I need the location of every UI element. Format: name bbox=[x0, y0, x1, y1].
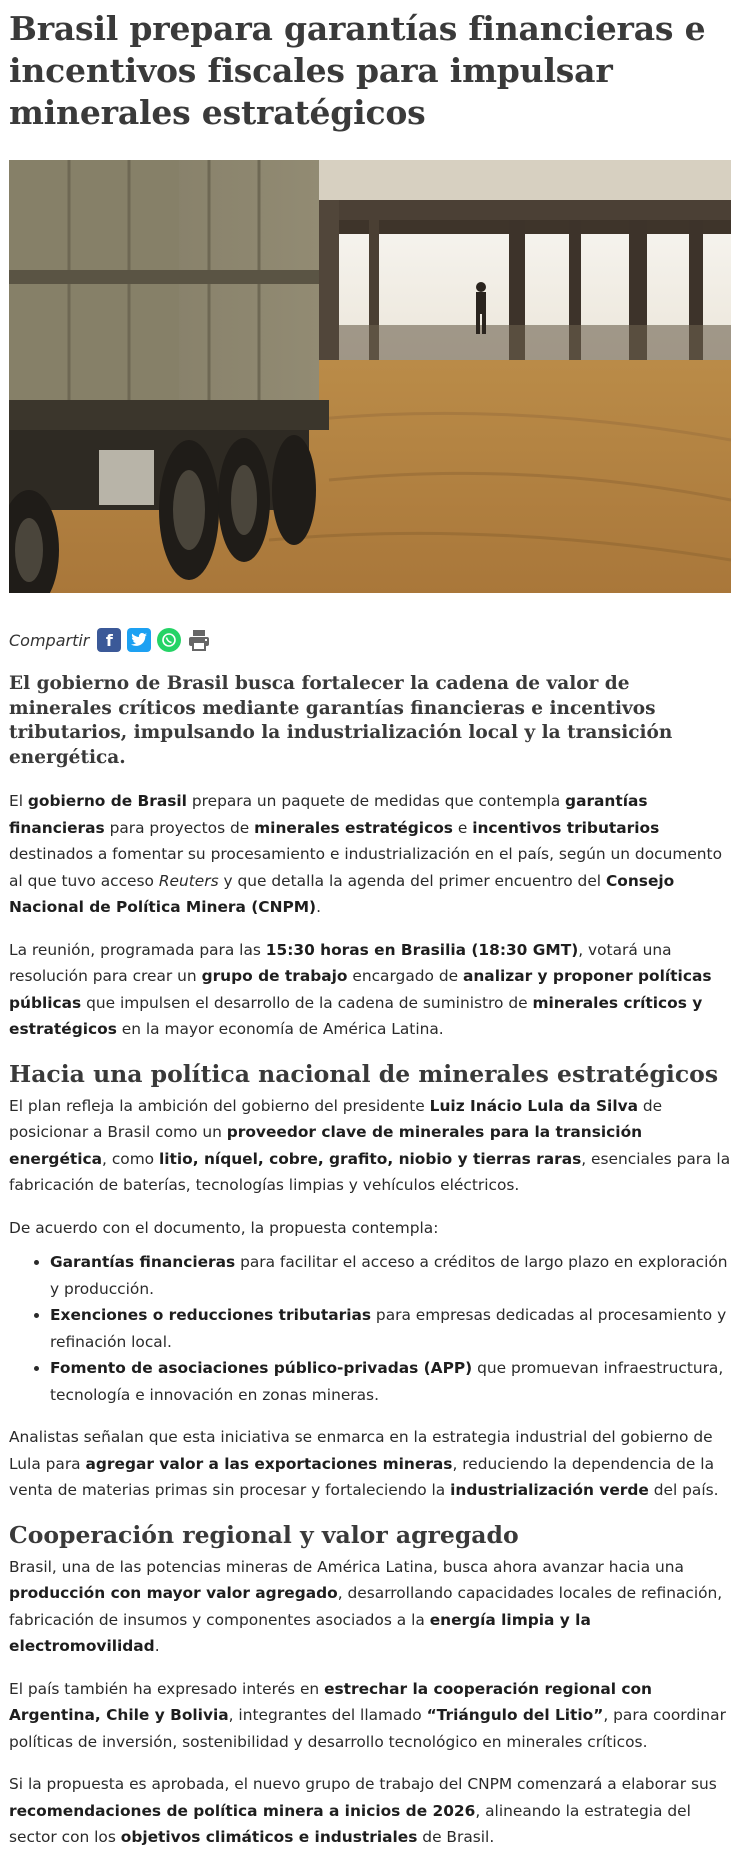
paragraph: El gobierno de Brasil prepara un paquete de medidas que contempla garantías financieras para proyectos de minerales estratégicos e incentivos tributarios destinados a fomentar su procesamiento e industrialización en el país, según un documento al que tuvo acceso Reuters y que detalla la agenda del primer encuentro del Consejo Nacional de Política Minera (CNPM). bbox=[9, 792, 722, 916]
paragraph: Si la propuesta es aprobada, el nuevo grupo de trabajo del CNPM comenzará a elaborar sus recomendaciones de política minera a inicios de 2026, alineando la estrategia del sector con los objetivos climáticos e industriales de Brasil. bbox=[9, 1775, 717, 1846]
paragraph: Brasil, una de las potencias mineras de América Latina, busca ahora avanzar hacia una producción con mayor valor agregado, desarrollando capacidades locales de refinación, fabricación de insumos y componentes asociados a la energía limpia y la electromovilidad. bbox=[9, 1557, 723, 1655]
paragraph: Analistas señalan que esta iniciativa se enmarca en la estrategia industrial del gobierno de Lula para agregar valor a las exportaciones mineras, reduciendo la dependencia de la venta de materias primas sin procesar y fortaleciendo la industrialización verde del país. bbox=[9, 1428, 719, 1499]
paragraph: El país también ha expresado interés en estrechar la cooperación regional con Argentina, Chile y Bolivia, integrantes del llamado “Triángulo del Litio”, para coordinar políticas de inversión, sostenibilidad y desarrollo tecnológico en minerales críticos. bbox=[9, 1679, 726, 1751]
list-item: • Exenciones o reducciones tributarias para empresas dedicadas al procesamiento y refinación local. bbox=[50, 1302, 733, 1355]
share-label: Compartir bbox=[9, 630, 90, 650]
twitter-icon[interactable] bbox=[127, 628, 151, 652]
list-item: • Garantías financieras para facilitar el acceso a créditos de largo plazo en exploración y producción. bbox=[50, 1249, 733, 1302]
whatsapp-icon[interactable] bbox=[157, 628, 181, 652]
article-title: Brasil prepara garantías financieras e incentivos fiscales para impulsar minerales estratégicos bbox=[9, 9, 706, 132]
list-item: • Fomento de asociaciones público-privadas (APP) que promuevan infraestructura, tecnología e innovación en zonas mineras. bbox=[50, 1355, 733, 1408]
hero-image bbox=[9, 160, 731, 593]
print-icon[interactable] bbox=[187, 628, 211, 652]
section-heading: Cooperación regional y valor agregado bbox=[9, 1520, 519, 1549]
paragraph: La reunión, programada para las 15:30 horas en Brasilia (18:30 GMT), votará una resolución para crear un grupo de trabajo encargado de analizar y proponer políticas públicas que impulsen el desarrollo de la cadena de suministro de minerales críticos y estratégicos en la mayor economía de América Latina. bbox=[9, 940, 712, 1038]
facebook-icon[interactable]: f bbox=[97, 628, 121, 652]
section-heading: Hacia una política nacional de minerales estratégicos bbox=[9, 1059, 719, 1088]
share-bar bbox=[9, 624, 217, 656]
paragraph: De acuerdo con el documento, la propuesta contempla: bbox=[9, 1218, 439, 1237]
proposal-list bbox=[9, 1249, 733, 1408]
article-body bbox=[9, 672, 733, 1867]
article-lead: El gobierno de Brasil busca fortalecer la cadena de valor de minerales críticos mediante garantías financieras e incentivos tributarios, impulsando la industrialización local y la transición energética. bbox=[9, 673, 673, 768]
paragraph: El plan refleja la ambición del gobierno del presidente Luiz Inácio Lula da Silva de posicionar a Brasil como un proveedor clave de minerales para la transición energética, como litio, níquel, cobre, grafito, niobio y tierras raras, esenciales para la fabricación de baterías, tecnologías limpias y vehículos eléctricos. bbox=[9, 1096, 731, 1194]
